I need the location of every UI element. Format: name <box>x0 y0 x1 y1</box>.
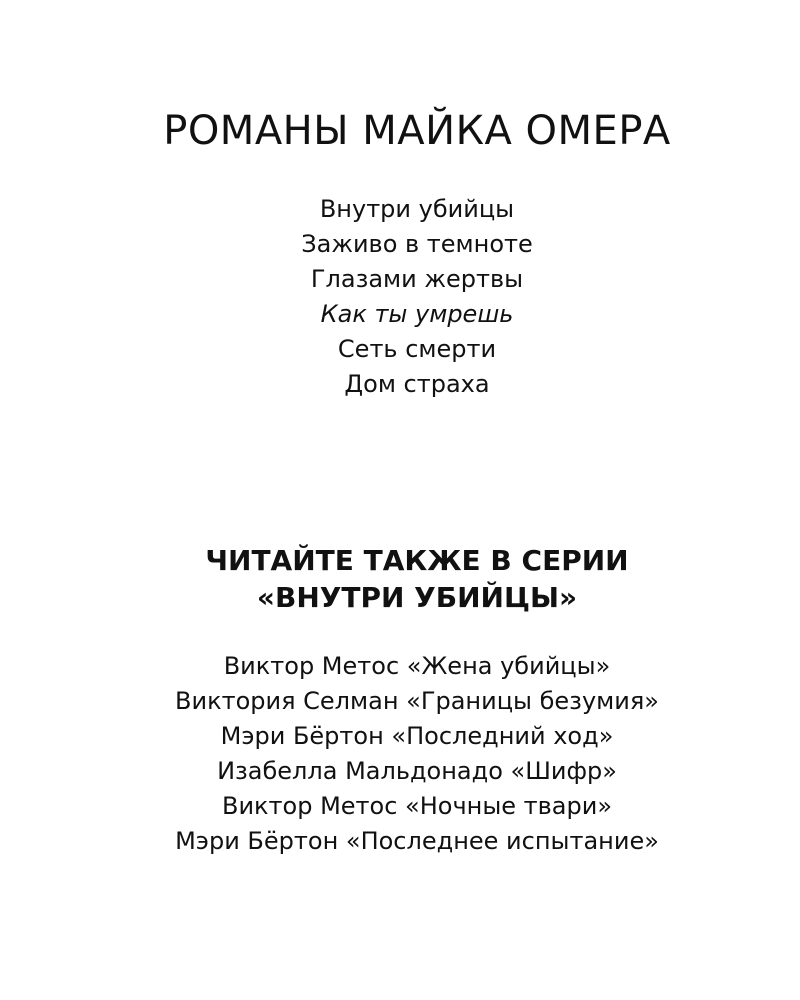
series-book-item: Изабелла Мальдонадо «Шифр» <box>217 757 617 785</box>
novel-item: Как ты умрешь <box>320 300 514 328</box>
series-book-item: Виктория Селман «Границы безумия» <box>175 687 659 715</box>
novel-item: Сеть смерти <box>337 335 497 363</box>
novel-item: Дом страха <box>344 370 490 398</box>
novel-item: Внутри убийцы <box>319 195 515 223</box>
series-book-item: Виктор Метос «Ночные твари» <box>221 792 613 820</box>
novel-item: Заживо в темноте <box>301 230 533 258</box>
novel-item: Глазами жертвы <box>310 265 524 293</box>
series-heading-line: «ВНУТРИ УБИЙЦЫ» <box>256 581 578 614</box>
series-book-item: Виктор Метос «Жена убийцы» <box>223 652 611 680</box>
series-book-item: Мэри Бёртон «Последнее испытание» <box>175 827 659 855</box>
series-heading-line: ЧИТАЙТЕ ТАКЖЕ В СЕРИИ <box>205 544 629 577</box>
series-book-item: Мэри Бёртон «Последний ход» <box>220 722 614 750</box>
page-title: РОМАНЫ МАЙКА ОМЕРА <box>163 108 671 154</box>
series-books-list <box>0 649 800 859</box>
series-heading <box>0 542 800 616</box>
novels-list <box>0 192 800 402</box>
